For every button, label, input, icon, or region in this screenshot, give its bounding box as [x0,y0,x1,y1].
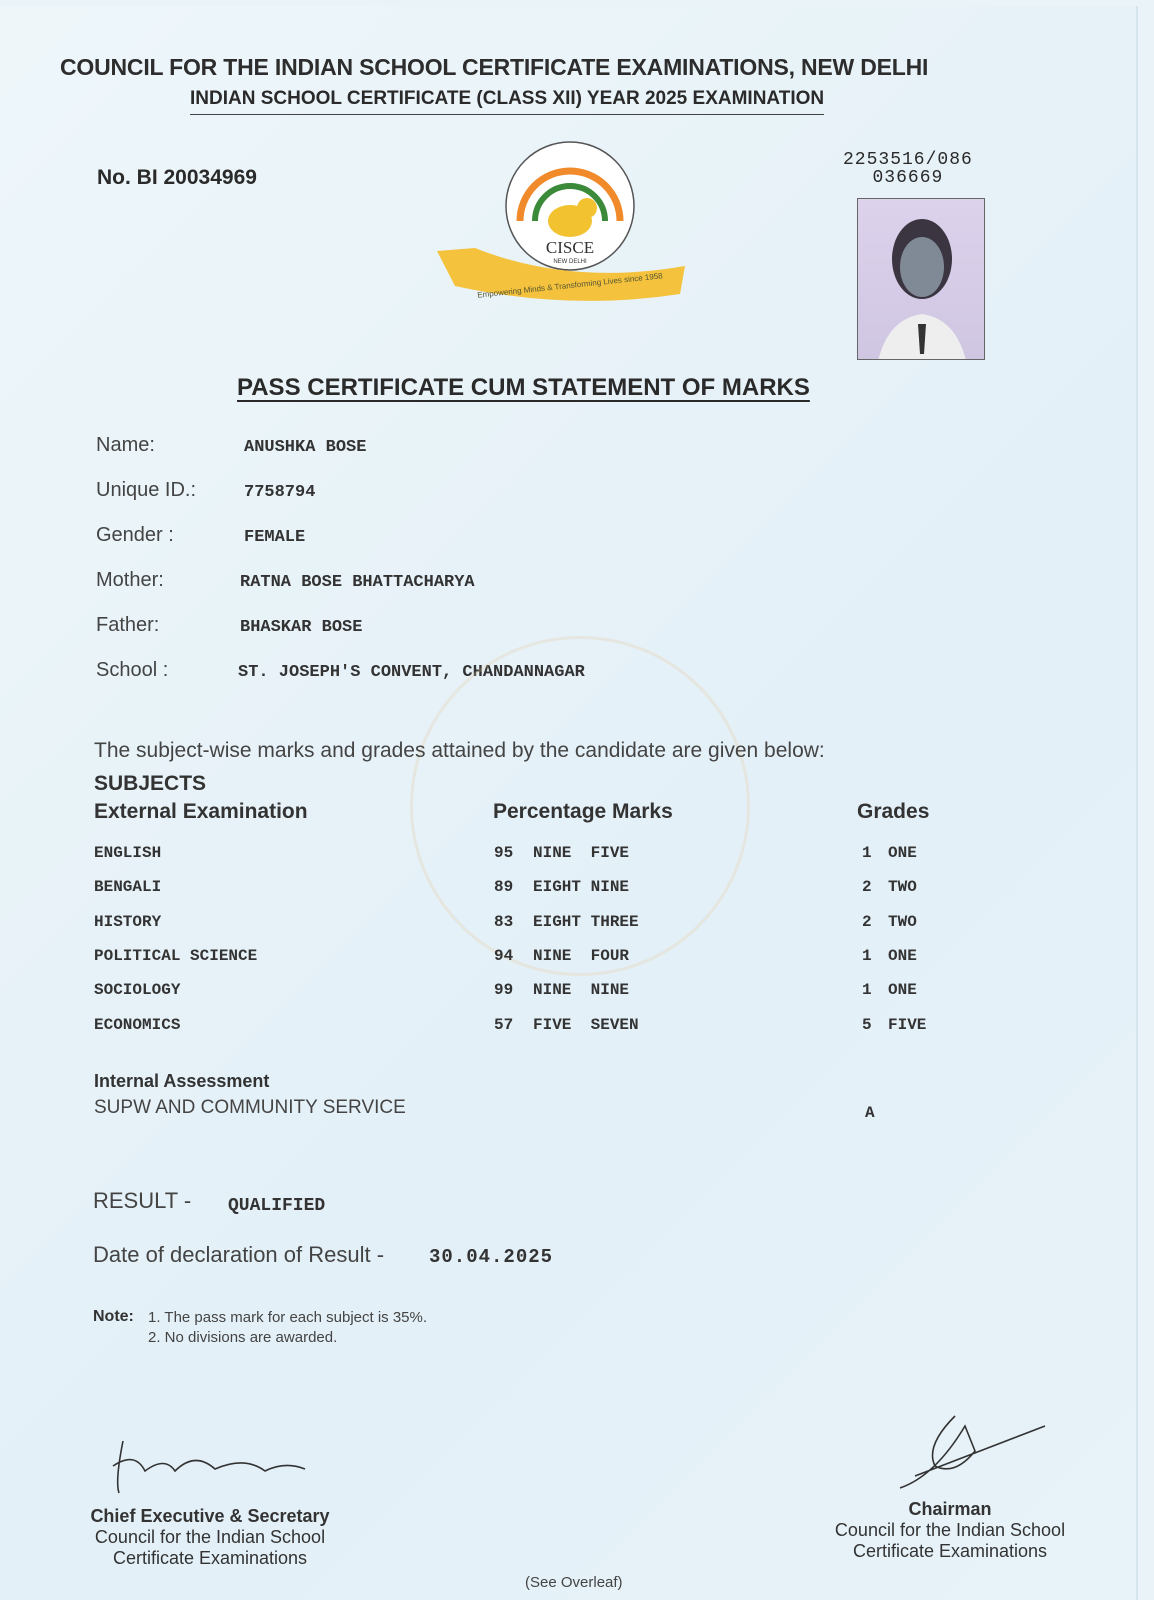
unique-id-label: Unique ID.: [96,479,197,501]
internal-subject: SUPW AND COMMUNITY SERVICE [94,1097,406,1118]
cisce-logo [435,136,705,316]
grades-heading: Grades [857,800,930,823]
subject-marks-words: NINE FOUR [533,946,630,965]
certificate-page [0,6,1138,1600]
mother-label: Mother: [96,569,164,591]
subject-grade: 2 [862,878,872,897]
subject-name: POLITICAL SCIENCE [94,946,258,965]
declaration-date: 30.04.2025 [429,1246,554,1268]
subject-name: ECONOMICS [94,1015,181,1034]
subject-name: SOCIOLOGY [94,981,181,1000]
subject-grade: 5 [862,1015,872,1034]
subject-marks-words: NINE FIVE [533,844,630,862]
subject-grade: 1 [862,844,872,862]
percentage-marks-heading: Percentage Marks [493,800,673,823]
father-value: BHASKAR BOSE [240,618,363,637]
subject-marks: 99 [494,981,514,1000]
result-value: QUALIFIED [228,1196,326,1216]
subject-grade-words: ONE [888,844,917,862]
subject-marks-words: EIGHT NINE [533,878,630,897]
note-2: 2. No divisions are awarded. [148,1329,338,1346]
secretary-title: Chief Executive & Secretary [90,1506,330,1526]
name-label: Name: [96,434,155,456]
chairman-org-2: Certificate Examinations [852,1541,1048,1561]
father-label: Father: [96,614,160,636]
subject-name: ENGLISH [94,844,162,862]
internal-grade: A [865,1104,875,1122]
subject-grade-words: ONE [888,981,917,1000]
external-exam-heading: External Examination [94,800,308,823]
certificate-number: No. BI 20034969 [97,166,257,189]
serial-line-1: 2253516/086 [843,150,973,170]
subject-grade-words: TWO [888,878,917,897]
marks-intro: The subject-wise marks and grades attained by the candidate are given below: [94,739,825,762]
candidate-photo [857,198,985,360]
chairman-title: Chairman [908,1499,992,1519]
result-label: RESULT - [93,1188,192,1213]
subjects-heading: SUBJECTS [94,772,207,795]
mother-value: RATNA BOSE BHATTACHARYA [240,573,475,592]
chairman-block [820,1499,1080,1562]
subject-marks: 94 [494,946,514,965]
exam-heading: INDIAN SCHOOL CERTIFICATE (CLASS XII) YEAR 2025 EXAMINATION [190,88,824,115]
see-overleaf: (See Overleaf) [525,1574,623,1591]
svg-text:CISCE: CISCE [545,238,595,257]
subject-grade-words: FIVE [888,1015,927,1034]
subject-name: BENGALI [94,878,162,897]
subject-grade: 1 [862,946,872,965]
note-label: Note: [93,1308,134,1325]
subject-marks-words: NINE NINE [533,981,630,1000]
svg-text:NEW DELHI: NEW DELHI [553,259,587,265]
subject-marks-words: EIGHT THREE [533,912,639,931]
serial-number [843,151,973,187]
declaration-label: Date of declaration of Result - [93,1242,385,1267]
name-value: ANUSHKA BOSE [244,438,367,457]
secretary-org-2: Certificate Examinations [112,1548,308,1568]
subject-marks: 83 [494,912,514,931]
certificate-title: PASS CERTIFICATE CUM STATEMENT OF MARKS [237,374,810,401]
subject-marks: 89 [494,878,514,897]
note-1: 1. The pass mark for each subject is 35%. [148,1309,428,1326]
gender-label: Gender : [96,524,174,546]
unique-id-value: 7758794 [244,483,316,502]
chairman-signature [895,1406,1055,1496]
svg-text:Empowering Minds & Transformin: Empowering Minds & Transforming Lives since 1958 [476,271,664,300]
serial-line-2: 036669 [872,168,944,188]
secretary-org-1: Council for the Indian School [94,1527,326,1547]
subject-grade: 1 [862,981,872,1000]
school-label: School : [96,659,169,681]
subject-grade-words: ONE [888,946,917,965]
subject-grade: 2 [862,912,872,931]
council-heading: COUNCIL FOR THE INDIAN SCHOOL CERTIFICATE EXAMINATIONS, NEW DELHI [60,54,929,80]
secretary-block [80,1506,340,1569]
subject-name: HISTORY [94,912,162,931]
chairman-org-1: Council for the Indian School [834,1520,1066,1540]
secretary-signature [105,1431,315,1501]
internal-assessment-heading: Internal Assessment [94,1071,270,1091]
subject-marks-words: FIVE SEVEN [533,1015,639,1034]
gender-value: FEMALE [244,528,306,547]
subject-marks: 57 [494,1015,514,1034]
subject-grade-words: TWO [888,912,917,931]
school-value: ST. JOSEPH'S CONVENT, CHANDANNAGAR [238,663,585,682]
subject-marks: 95 [494,844,514,862]
